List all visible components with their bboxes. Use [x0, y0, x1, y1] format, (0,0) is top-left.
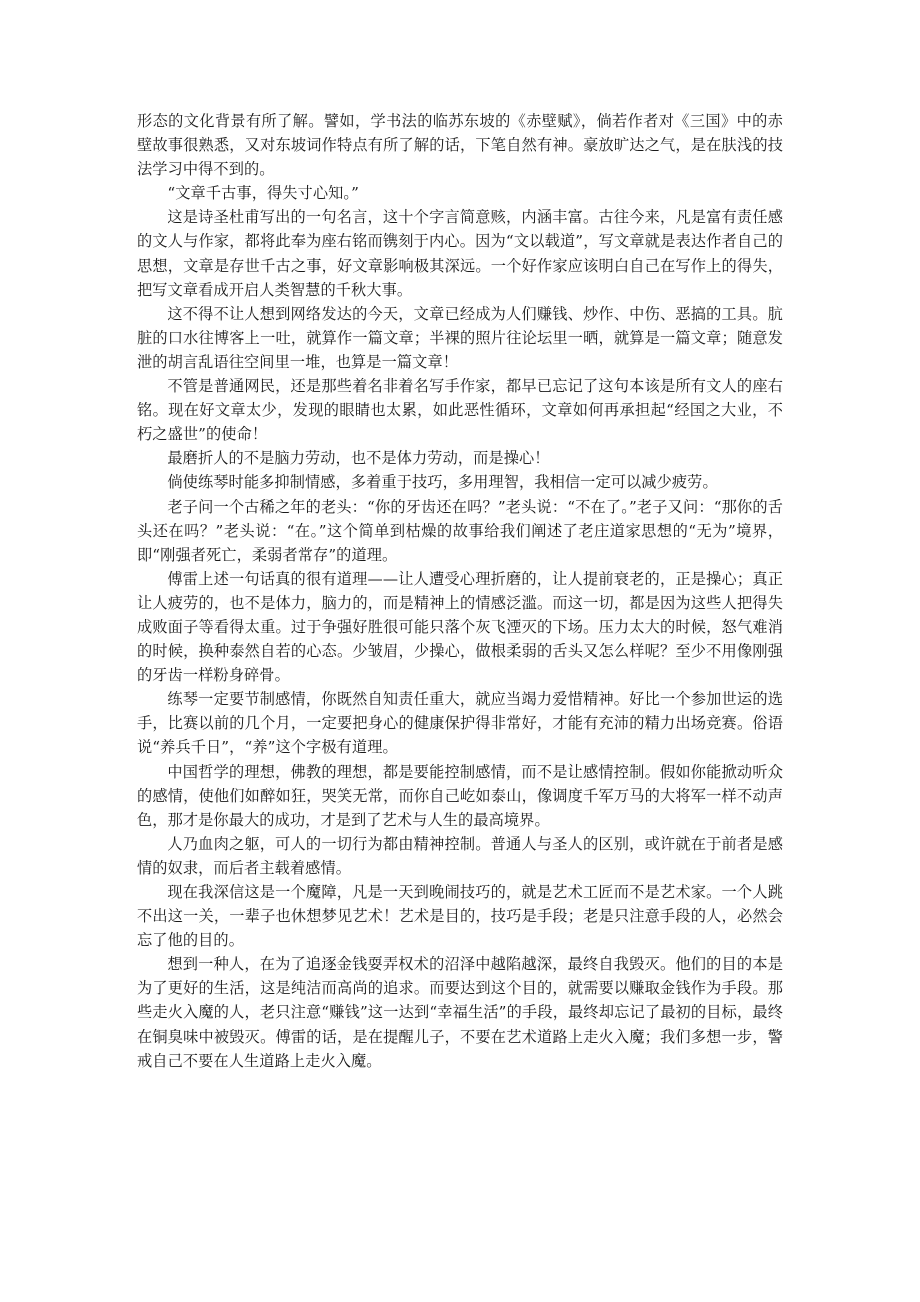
paragraph: 练琴一定要节制感情，你既然自知责任重大，就应当竭力爱惜精神。好比一个参加世运的选手，比赛以前的几个月，一定要把身心的健康保护得非常好，才能有充沛的精力出场竞赛。俗语说“养兵千日”，“养”这个字极有道理。 [137, 690, 783, 757]
document-body [137, 109, 783, 1073]
paragraph: 不管是普通网民，还是那些着名非着名写手作家，都早已忘记了这句本该是所有文人的座右铭。现在好文章太少，发现的眼睛也太累，如此恶性循环，文章如何再承担起“经国之大业，不朽之盛世”的使命！ [137, 377, 783, 444]
paragraph: “文章千古事，得失寸心知。” [167, 184, 359, 203]
paragraph: 中国哲学的理想，佛教的理想，都是要能控制感情，而不是让感情控制。假如你能掀动听众的感情，使他们如醉如狂，哭笑无常，而你自己屹如泰山，像调度千军万马的大将军一样不动声色，那才是你最大的成功，才是到了艺术与人生的最高境界。 [137, 762, 783, 829]
paragraph: 这是诗圣杜甫写出的一句名言，这十个字言简意赅，内涵丰富。古往今来，凡是富有责任感的文人与作家，都将此奉为座右铭而镌刻于内心。因为“文以载道”，写文章就是表达作者自己的思想，文章是存世千古之事，好文章影响极其深远。一个好作家应该明白自己在写作上的得失，把写文章看成开启人类智慧的千秋大事。 [137, 208, 783, 299]
paragraph: 想到一种人，在为了追逐金钱耍弄权术的沼泽中越陷越深，最终自我毁灭。他们的目的本是为了更好的生活，这是纯洁而高尚的追求。而要达到这个目的，就需要以赚取金钱作为手段。那些走火入魔的人，老只注意“赚钱”这一达到“幸福生活”的手段，最终却忘记了最初的目标，最终在铜臭味中被毁灭。傅雷的话，是在提醒儿子，不要在艺术道路上走火入魔；我们多想一步，警戒自己不要在人生道路上走火入魔。 [137, 955, 783, 1070]
paragraph: 这不得不让人想到网络发达的今天，文章已经成为人们赚钱、炒作、中伤、恶搞的工具。肮脏的口水往博客上一吐，就算作一篇文章；半裸的照片往论坛里一晒，就算是一篇文章；随意发泄的胡言乱语往空间里一堆，也算是一篇文章！ [137, 304, 783, 371]
paragraph: 傅雷上述一句话真的很有道理——让人遭受心理折磨的，让人提前衰老的，正是操心；真正让人疲劳的，也不是体力，脑力的，而是精神上的情感泛滥。而这一切，都是因为这些人把得失成败面子等看得太重。过于争强好胜很可能只落个灰飞湮灭的下场。压力太大的时候，怒气难消的时候，换种泰然自若的心态。少皱眉，少操心，做根柔弱的舌头又怎么样呢？至少不用像刚强的牙齿一样粉身碎骨。 [137, 569, 783, 685]
paragraph: 倘使练琴时能多抑制情感，多着重于技巧，多用理智，我相信一定可以减少疲劳。 [167, 473, 718, 492]
paragraph: 老子问一个古稀之年的老头：“你的牙齿还在吗？”老头说：“不在了。”老子又问：“那你的舌头还在吗？”老头说：“在。”这个简单到枯燥的故事给我们阐述了老庄道家思想的“无为”境界，即“刚强者死亡，柔弱者常存”的道理。 [137, 497, 783, 564]
paragraph: 最磨折人的不是脑力劳动，也不是体力劳动，而是操心！ [167, 449, 550, 468]
paragraph: 现在我深信这是一个魔障，凡是一天到晚闹技巧的，就是艺术工匠而不是艺术家。一个人跳不出这一关，一辈子也休想梦见艺术！艺术是目的，技巧是手段；老是只注意手段的人，必然会忘了他的目的。 [137, 883, 783, 950]
paragraph: 形态的文化背景有所了解。譬如，学书法的临苏东坡的《赤壁赋》，倘若作者对《三国》中的赤壁故事很熟悉，又对东坡词作特点有所了解的话，下笔自然有神。豪放旷达之气，是在肤浅的技法学习中得不到的。 [137, 112, 783, 179]
paragraph: 人乃血肉之躯，可人的一切行为都由精神控制。普通人与圣人的区别，或许就在于前者是感情的奴隶，而后者主载着感情。 [137, 834, 783, 877]
